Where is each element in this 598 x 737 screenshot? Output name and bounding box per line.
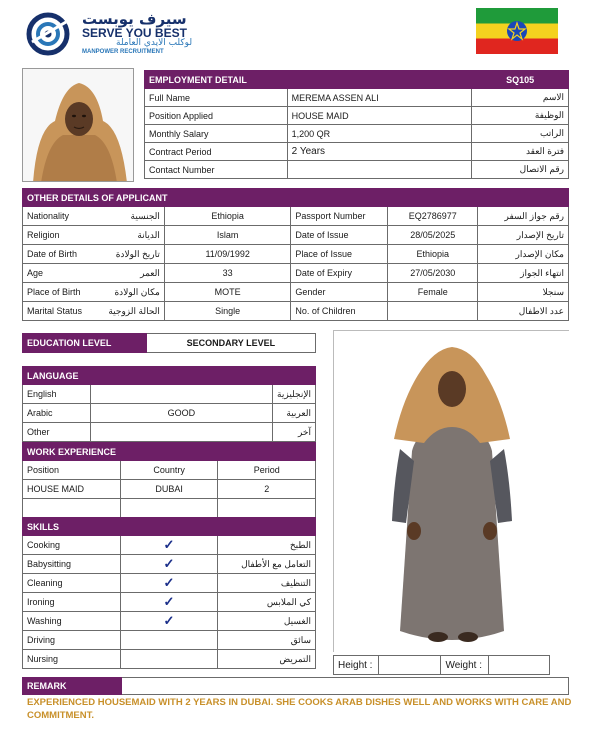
contract-period-label: Contract Period: [145, 143, 288, 161]
brand-tagline-arabic: لوكلب الايدي العاملة: [116, 38, 193, 48]
marital-status-label-ar: الحالة الزوجية: [92, 302, 164, 321]
full-name-label: Full Name: [145, 89, 288, 107]
position-label-ar: الوظيفة: [472, 107, 569, 125]
date-of-issue-label-ar: تاريخ الإصدار: [478, 226, 569, 245]
other-language-value: [90, 423, 272, 442]
contract-period-value: 2 Years: [287, 143, 472, 161]
age-label-ar: العمر: [92, 264, 164, 283]
education-level-label: EDUCATION LEVEL: [23, 334, 147, 353]
age-value: 33: [164, 264, 291, 283]
arabic-label-ar: العربية: [273, 404, 316, 423]
weight-label: Weight :: [441, 656, 489, 675]
skill-driving-label: Driving: [23, 631, 121, 650]
nationality-label-ar: الجنسية: [92, 207, 164, 226]
skill-cooking-label: Cooking: [23, 536, 121, 555]
work-experience-table: [22, 442, 316, 518]
place-of-birth-label-ar: مكان الولادة: [92, 283, 164, 302]
marital-status-label: Marital Status: [23, 302, 93, 321]
children-value: [388, 302, 478, 321]
skill-driving-label-ar: سائق: [218, 631, 316, 650]
place-of-issue-label-ar: مكان الإصدار: [478, 245, 569, 264]
other-language-label: Other: [23, 423, 91, 442]
other-details-table: [22, 188, 569, 321]
contact-number-value: [287, 161, 472, 179]
other-language-label-ar: آخر: [273, 423, 316, 442]
skill-cleaning-label-ar: التنظيف: [218, 574, 316, 593]
skill-nursing-label-ar: التمريض: [218, 650, 316, 669]
gender-label-ar: سنجلا: [478, 283, 569, 302]
height-weight-table: [333, 655, 550, 675]
passport-number-label: Passport Number: [291, 207, 388, 226]
place-of-issue-value: Ethiopia: [388, 245, 478, 264]
skill-nursing-check: [120, 650, 217, 669]
work-period-cell: [218, 499, 316, 518]
gender-value: Female: [388, 283, 478, 302]
work-period-cell: 2: [218, 480, 316, 499]
skill-babysitting-label-ar: التعامل مع الأطفال: [218, 555, 316, 574]
nationality-label: Nationality: [23, 207, 93, 226]
full-name-label-ar: الاسم: [472, 89, 569, 107]
education-table: [22, 333, 316, 353]
skills-title: SKILLS: [23, 518, 316, 536]
position-label: Position Applied: [145, 107, 288, 125]
salary-value: 1,200 QR: [287, 125, 472, 143]
work-position-cell: HOUSE MAID: [23, 480, 121, 499]
passport-number-value: EQ2786977: [388, 207, 478, 226]
date-of-expiry-value: 27/05/2030: [388, 264, 478, 283]
skill-washing-label-ar: الغسيل: [218, 612, 316, 631]
remark-title-spacer: [121, 678, 568, 695]
skill-driving-check: [120, 631, 217, 650]
place-of-issue-label: Place of Issue: [291, 245, 388, 264]
religion-label: Religion: [23, 226, 93, 245]
place-of-birth-value: MOTE: [164, 283, 291, 302]
place-of-birth-label: Place of Birth: [23, 283, 93, 302]
company-logo-icon: [26, 12, 76, 56]
marital-status-value: Single: [164, 302, 291, 321]
salary-label: Monthly Salary: [145, 125, 288, 143]
employment-detail-table: [144, 70, 569, 179]
applicant-portrait: [22, 68, 134, 182]
work-country-cell: [120, 499, 218, 518]
language-table: [22, 366, 316, 442]
contract-period-label-ar: فترة العقد: [472, 143, 569, 161]
ethiopia-flag-icon: [476, 8, 558, 54]
skill-nursing-label: Nursing: [23, 650, 121, 669]
work-period-header: Period: [218, 461, 316, 480]
date-of-issue-label: Date of Issue: [291, 226, 388, 245]
date-of-expiry-label-ar: انتهاء الجواز: [478, 264, 569, 283]
brand-name-arabic: سيرف يوبست: [82, 10, 187, 28]
skill-ironing-label: Ironing: [23, 593, 121, 612]
skill-cooking-check-icon: ✓: [120, 536, 217, 555]
skill-babysitting-label: Babysitting: [23, 555, 121, 574]
skill-ironing-check-icon: ✓: [120, 593, 217, 612]
skill-babysitting-check-icon: ✓: [120, 555, 217, 574]
work-country-cell: DUBAI: [120, 480, 218, 499]
full-name-value: MEREMA ASSEN ALI: [287, 89, 472, 107]
date-of-birth-value: 11/09/1992: [164, 245, 291, 264]
skill-cleaning-check-icon: ✓: [120, 574, 217, 593]
children-label: No. of Children: [291, 302, 388, 321]
age-label: Age: [23, 264, 93, 283]
date-of-birth-label: Date of Birth: [23, 245, 93, 264]
passport-number-label-ar: رقم جواز السفر: [478, 207, 569, 226]
english-label: English: [23, 385, 91, 404]
contact-number-label: Contact Number: [145, 161, 288, 179]
employment-detail-title: EMPLOYMENT DETAIL: [145, 71, 472, 89]
salary-label-ar: الراتب: [472, 125, 569, 143]
date-of-birth-label-ar: تاريخ الولادة: [92, 245, 164, 264]
work-experience-title: WORK EXPERIENCE: [23, 443, 316, 461]
language-title: LANGUAGE: [23, 367, 316, 385]
skill-washing-label: Washing: [23, 612, 121, 631]
work-position-cell: [23, 499, 121, 518]
brand-tagline: MANPOWER RECRUITMENT: [82, 49, 164, 55]
religion-label-ar: الديانة: [92, 226, 164, 245]
weight-value: [489, 656, 550, 675]
skill-washing-check-icon: ✓: [120, 612, 217, 631]
height-label: Height :: [334, 656, 379, 675]
contact-number-label-ar: رقم الاتصال: [472, 161, 569, 179]
skill-cleaning-label: Cleaning: [23, 574, 121, 593]
height-value: [378, 656, 441, 675]
applicant-full-body-photo: [333, 330, 569, 652]
english-label-ar: الإنجليزية: [273, 385, 316, 404]
nationality-value: Ethiopia: [164, 207, 291, 226]
other-details-title: OTHER DETAILS OF APPLICANT: [23, 189, 569, 207]
remark-text: EXPERIENCED HOUSEMAID WITH 2 YEARS IN DUBAI. SHE COOKS ARAB DISHES WELL AND WORKS WITH CARE AND COMMITMENT.: [27, 697, 572, 721]
position-value: HOUSE MAID: [287, 107, 472, 125]
skill-ironing-label-ar: كي الملابس: [218, 593, 316, 612]
remark-table: [22, 677, 569, 695]
english-value: [90, 385, 272, 404]
arabic-value: GOOD: [90, 404, 272, 423]
education-level-value: SECONDARY LEVEL: [146, 334, 315, 353]
work-country-header: Country: [120, 461, 218, 480]
skills-table: [22, 517, 316, 669]
skill-cooking-label-ar: الطبخ: [218, 536, 316, 555]
remark-title: REMARK: [23, 678, 122, 695]
religion-value: Islam: [164, 226, 291, 245]
reference-code: SQ105: [472, 71, 569, 89]
work-position-header: Position: [23, 461, 121, 480]
date-of-issue-value: 28/05/2025: [388, 226, 478, 245]
gender-label: Gender: [291, 283, 388, 302]
brand-name: SERVE YOU BEST: [82, 26, 187, 40]
arabic-label: Arabic: [23, 404, 91, 423]
children-label-ar: عدد الاطفال: [478, 302, 569, 321]
date-of-expiry-label: Date of Expiry: [291, 264, 388, 283]
